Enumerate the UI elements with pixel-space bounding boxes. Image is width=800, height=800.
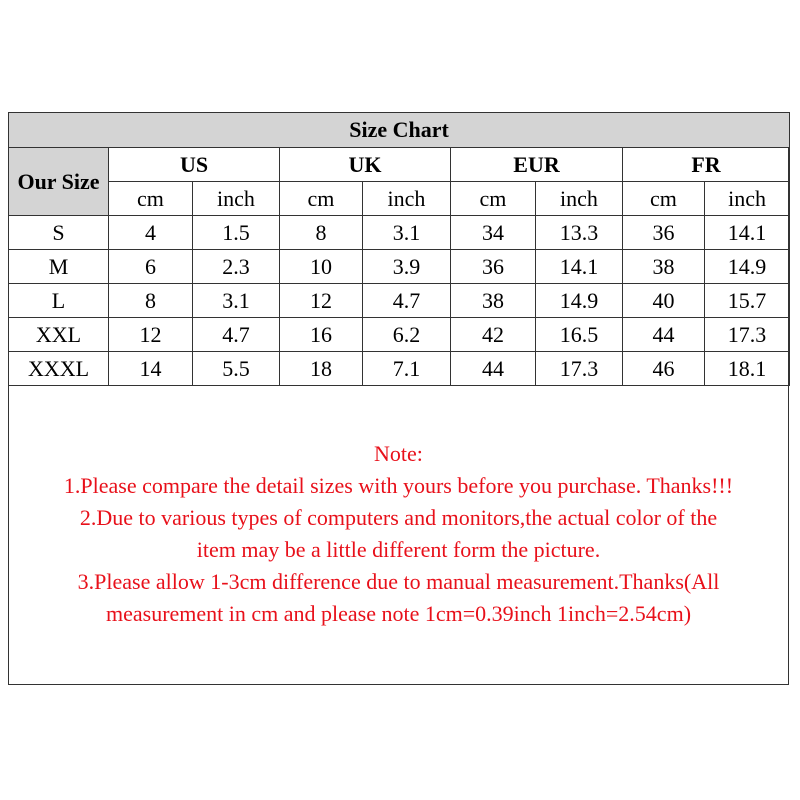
table-cell: 2.3 <box>193 250 280 284</box>
table-cell: 38 <box>451 284 536 318</box>
table-row <box>9 318 790 352</box>
table-cell: 3.1 <box>193 284 280 318</box>
our-size-header: Our Size <box>9 148 109 216</box>
note-line-1: 1.Please compare the detail sizes with yours before you purchase. Thanks!!! <box>63 473 734 498</box>
table-cell: 18 <box>280 352 363 386</box>
unit-uk-cm: cm <box>280 182 363 216</box>
table-cell: 18.1 <box>705 352 790 386</box>
table-row <box>9 250 790 284</box>
table-cell: 16.5 <box>536 318 623 352</box>
table-cell: 7.1 <box>363 352 451 386</box>
table-cell: 42 <box>451 318 536 352</box>
unit-fr-cm: cm <box>623 182 705 216</box>
unit-uk-inch: inch <box>363 182 451 216</box>
table-cell: 14.1 <box>536 250 623 284</box>
table-cell: 14.1 <box>705 216 790 250</box>
size-label: XXL <box>9 318 109 352</box>
notes-block <box>8 438 789 630</box>
table-cell: 36 <box>623 216 705 250</box>
table-cell: 38 <box>623 250 705 284</box>
table-cell: 17.3 <box>536 352 623 386</box>
unit-us-inch: inch <box>193 182 280 216</box>
size-chart-table <box>8 112 790 386</box>
note-line-4: 3.Please allow 1-3cm difference due to manual measurement.Thanks(All <box>77 569 720 594</box>
table-cell: 4.7 <box>363 284 451 318</box>
note-line-3: item may be a little different form the picture. <box>196 537 601 562</box>
table-cell: 15.7 <box>705 284 790 318</box>
region-us: US <box>109 148 280 182</box>
table-cell: 8 <box>109 284 193 318</box>
title-row <box>9 113 790 148</box>
note-line-2: 2.Due to various types of computers and monitors,the actual color of the <box>79 505 718 530</box>
table-cell: 4.7 <box>193 318 280 352</box>
table-cell: 44 <box>451 352 536 386</box>
table-cell: 36 <box>451 250 536 284</box>
table-row <box>9 352 790 386</box>
table-row <box>9 216 790 250</box>
table-cell: 14 <box>109 352 193 386</box>
note-line-5: measurement in cm and please note 1cm=0.39inch 1inch=2.54cm) <box>105 601 692 626</box>
table-cell: 12 <box>280 284 363 318</box>
table-cell: 13.3 <box>536 216 623 250</box>
table-cell: 12 <box>109 318 193 352</box>
unit-header-row <box>9 182 790 216</box>
size-label: XXXL <box>9 352 109 386</box>
region-uk: UK <box>280 148 451 182</box>
note-heading: Note: <box>374 441 423 466</box>
table-cell: 10 <box>280 250 363 284</box>
table-cell: 46 <box>623 352 705 386</box>
region-fr: FR <box>623 148 790 182</box>
table-cell: 34 <box>451 216 536 250</box>
table-cell: 44 <box>623 318 705 352</box>
table-cell: 3.1 <box>363 216 451 250</box>
unit-eur-inch: inch <box>536 182 623 216</box>
table-cell: 6.2 <box>363 318 451 352</box>
size-label: L <box>9 284 109 318</box>
unit-eur-cm: cm <box>451 182 536 216</box>
table-cell: 4 <box>109 216 193 250</box>
size-label: S <box>9 216 109 250</box>
table-cell: 8 <box>280 216 363 250</box>
unit-fr-inch: inch <box>705 182 790 216</box>
table-cell: 6 <box>109 250 193 284</box>
region-header-row <box>9 148 790 182</box>
unit-us-cm: cm <box>109 182 193 216</box>
table-cell: 3.9 <box>363 250 451 284</box>
table-cell: 17.3 <box>705 318 790 352</box>
size-label: M <box>9 250 109 284</box>
table-cell: 5.5 <box>193 352 280 386</box>
table-cell: 1.5 <box>193 216 280 250</box>
table-row <box>9 284 790 318</box>
table-cell: 40 <box>623 284 705 318</box>
table-title: Size Chart <box>9 113 790 148</box>
table-cell: 16 <box>280 318 363 352</box>
table-cell: 14.9 <box>536 284 623 318</box>
table-cell: 14.9 <box>705 250 790 284</box>
region-eur: EUR <box>451 148 623 182</box>
